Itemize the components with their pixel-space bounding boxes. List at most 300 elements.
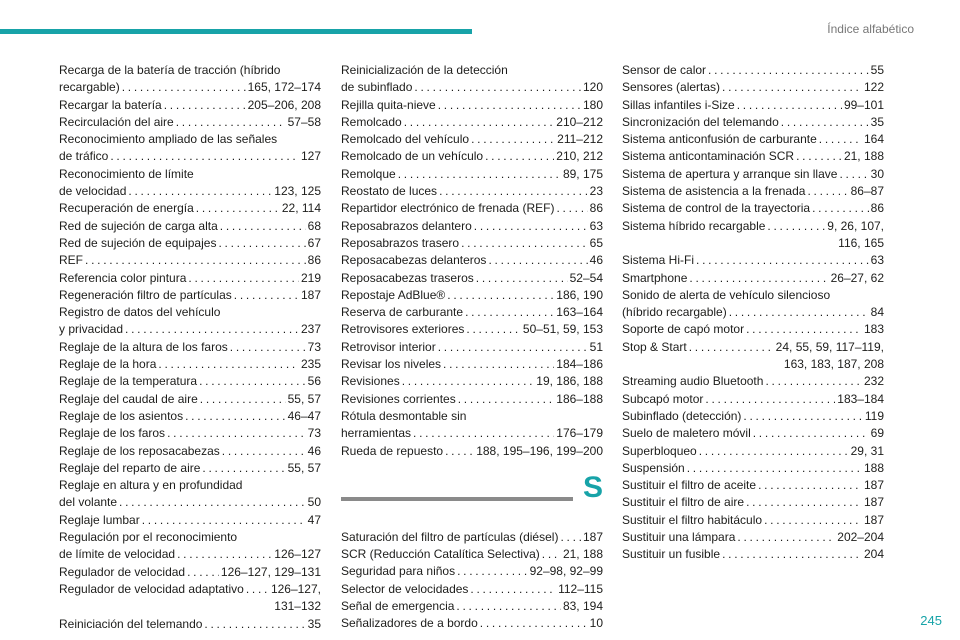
index-entry-line <box>622 546 884 563</box>
index-entry-term: REF <box>59 253 83 268</box>
index-entry-term-line: Reconocimiento de límite <box>59 166 194 181</box>
index-entry-pages: 46 <box>307 443 321 458</box>
index-entry-line <box>59 391 321 408</box>
index-entry <box>622 252 884 269</box>
index-entry-line <box>622 79 884 96</box>
dot-leader <box>402 373 535 390</box>
dot-leader <box>737 529 835 546</box>
index-entry-pages: 235 <box>300 357 321 372</box>
index-column-2 <box>341 62 603 633</box>
dot-leader <box>737 97 842 114</box>
dot-leader <box>196 200 280 217</box>
index-entry-line <box>622 252 884 269</box>
index-entry-term: Reostato de luces <box>341 184 438 199</box>
index-entry-term: Superbloqueo <box>622 443 697 458</box>
index-entry-term: Retrovisor interior <box>341 339 436 354</box>
index-entry-line <box>59 616 321 633</box>
index-entry-term: Stop & Start <box>622 339 687 354</box>
index-entry <box>341 529 603 546</box>
index-entry-line <box>622 391 884 408</box>
index-entry-term: Reglaje de los reposacabezas <box>59 443 220 458</box>
index-entry-pages: 52–54 <box>569 270 603 285</box>
index-entry-pages: 55, 57 <box>287 460 321 475</box>
index-entry <box>59 287 321 304</box>
dot-leader <box>765 373 862 390</box>
dot-leader <box>200 391 286 408</box>
index-entry-term: Soporte de capó motor <box>622 322 745 337</box>
index-entry <box>59 252 321 269</box>
index-entry-line <box>622 529 884 546</box>
index-entry-term: Suspensión <box>622 460 685 475</box>
index-entry-pages: 55, 57 <box>287 391 321 406</box>
index-entry-pages: 24, 55, 59, 117–119, <box>775 339 884 354</box>
index-entry-pages: 99–101 <box>843 97 884 112</box>
index-entry-pages: 86–87 <box>850 184 884 199</box>
index-entry <box>341 183 603 200</box>
index-entry-line <box>59 512 321 529</box>
index-entry-term: Subcapó motor <box>622 391 704 406</box>
index-entry-pages: 92–98, 92–99 <box>529 564 603 579</box>
dot-leader <box>438 97 581 114</box>
index-entry-term-line: Reconocimiento ampliado de las señales <box>59 132 278 147</box>
index-entry-pages: 47 <box>307 512 321 527</box>
index-entry-line <box>59 373 321 390</box>
index-column-1 <box>59 62 321 633</box>
index-entry-term: Selector de velocidades <box>341 581 469 596</box>
index-entry-line <box>59 581 321 598</box>
dot-leader <box>488 252 587 269</box>
index-entry <box>341 287 603 304</box>
dot-leader <box>142 512 306 529</box>
index-entry-line <box>622 494 884 511</box>
index-entry-pages: 219 <box>300 270 321 285</box>
index-column-2-r-entries <box>341 62 603 460</box>
index-entry-term: Remolcado del vehículo <box>341 132 470 147</box>
index-entry <box>59 62 321 97</box>
index-entry-pages: 56 <box>307 374 321 389</box>
index-entry <box>341 62 603 97</box>
dot-leader <box>466 321 521 338</box>
index-entry-line <box>341 373 603 390</box>
page-number: 245 <box>920 613 942 628</box>
index-entry-line <box>622 148 884 165</box>
index-entry-pages: 237 <box>300 322 321 337</box>
index-entry-pages: 50 <box>307 495 321 510</box>
index-entry-pages: 63 <box>870 253 884 268</box>
index-entry <box>622 97 884 114</box>
index-entry-term: Revisiones <box>341 374 400 389</box>
index-entry-term: Rueda de repuesto <box>341 443 444 458</box>
index-entry-term: Regeneración filtro de partículas <box>59 287 232 302</box>
index-entry-line <box>341 356 603 373</box>
index-entry-line <box>59 235 321 252</box>
index-entry-line <box>59 443 321 460</box>
index-entry <box>59 425 321 442</box>
dot-leader <box>413 425 554 442</box>
index-entry-pages: 86 <box>589 201 603 216</box>
index-entry-term: del volante <box>59 495 118 510</box>
index-entry-term: Red de sujeción de equipajes <box>59 235 217 250</box>
index-entry-line <box>59 218 321 235</box>
index-entry-line <box>341 148 603 165</box>
index-entry-pages: 183–184 <box>837 391 884 406</box>
index-entry <box>622 408 884 425</box>
dot-leader <box>696 252 869 269</box>
index-entry-term: Streaming audio Bluetooth <box>622 374 764 389</box>
dot-leader <box>812 200 869 217</box>
index-entry <box>622 218 884 253</box>
index-entry-pages: 188, 195–196, 199–200 <box>476 443 603 458</box>
index-entry-line <box>622 512 884 529</box>
index-entry-term: Sistema híbrido recargable <box>622 218 766 233</box>
index-entry <box>341 356 603 373</box>
index-entry-term: Recuperación de energía <box>59 201 194 216</box>
index-entry-term: Sistema anticontaminación SCR <box>622 149 795 164</box>
index-entry <box>341 373 603 390</box>
dot-leader <box>220 218 306 235</box>
index-entry <box>59 443 321 460</box>
index-entry <box>59 408 321 425</box>
dot-leader <box>758 477 862 494</box>
index-entry-term: Señalizadores de a bordo <box>341 616 478 631</box>
index-entry-line <box>59 408 321 425</box>
index-entry-term: Reposacabezas delanteros <box>341 253 487 268</box>
dot-leader <box>699 443 849 460</box>
index-entry-term: Seguridad para niños <box>341 564 456 579</box>
index-entry-line <box>622 460 884 477</box>
index-entry-term: Saturación del filtro de partículas (diésel) <box>341 529 559 544</box>
dot-leader <box>199 373 306 390</box>
index-entry <box>622 425 884 442</box>
index-entry-pages: 180 <box>582 97 603 112</box>
index-entry-line <box>59 287 321 304</box>
index-entry <box>622 131 884 148</box>
index-entry-pages: 187 <box>863 478 884 493</box>
index-entry-term: Sensores (alertas) <box>622 80 721 95</box>
index-entry-term: Reposacabezas traseros <box>341 270 474 285</box>
index-entry <box>59 218 321 235</box>
index-entry-pages: 55 <box>870 63 884 77</box>
index-entry-line <box>622 200 884 217</box>
index-entry-pages: 165, 172–174 <box>247 80 321 95</box>
dot-leader <box>689 270 828 287</box>
index-entry-line <box>59 564 321 581</box>
index-entry-pages: 86 <box>307 253 321 268</box>
dot-leader <box>456 598 561 615</box>
dot-leader <box>542 546 561 563</box>
index-entry-pages: 187 <box>300 287 321 302</box>
index-entry-term: Revisar los niveles <box>341 357 442 372</box>
index-entry-line <box>341 218 603 235</box>
index-entry-pages: 127 <box>300 149 321 164</box>
index-entry-pages: 23 <box>589 184 603 199</box>
dot-leader <box>398 166 561 183</box>
index-entry <box>622 339 884 374</box>
index-entry-pages: 202–204 <box>837 530 884 545</box>
index-entry-pages: 21, 188 <box>562 547 603 562</box>
index-entry-pages: 22, 114 <box>281 201 321 216</box>
index-entry-pages: 164 <box>863 132 884 147</box>
index-entry-pages: 210–212 <box>556 114 603 129</box>
index-entry <box>59 356 321 373</box>
index-entry-line <box>59 356 321 373</box>
index-entry-pages: 19, 186, 188 <box>536 374 603 389</box>
index-entry-term: (híbrido recargable) <box>622 305 727 320</box>
index-entry <box>59 529 321 564</box>
index-entry-pages: 50–51, 59, 153 <box>522 322 603 337</box>
index-entry <box>622 477 884 494</box>
index-entry <box>622 321 884 338</box>
index-entry-pages: 163–164 <box>556 305 603 320</box>
index-entry-pages: 46 <box>589 253 603 268</box>
index-entry <box>341 200 603 217</box>
dot-leader <box>743 408 862 425</box>
index-entry-line <box>341 183 603 200</box>
index-entry-pages: 126–127, 129–131 <box>220 564 321 579</box>
index-entry-term: Sistema Hi-Fi <box>622 253 695 268</box>
index-entry-term-line: Recarga de la batería de tracción (híbrido <box>59 63 281 77</box>
index-entry-pages: 176–179 <box>556 426 603 441</box>
index-entry-pages: 30 <box>870 166 884 181</box>
index-entry-pages: 126–127 <box>274 547 321 562</box>
index-entry-line <box>341 339 603 356</box>
dot-leader <box>185 408 286 425</box>
dot-leader <box>480 615 588 632</box>
index-entry-line <box>59 252 321 269</box>
index-entry-line <box>59 270 321 287</box>
index-entry-line <box>341 304 603 321</box>
index-entry <box>341 304 603 321</box>
index-entry <box>622 287 884 322</box>
index-entry <box>59 270 321 287</box>
index-entry <box>341 339 603 356</box>
index-entry-term: Sustituir el filtro de aire <box>622 495 745 510</box>
index-entry-pages-continued: 116, 165 <box>838 235 884 250</box>
index-entry <box>59 97 321 114</box>
index-entry-line <box>59 460 321 477</box>
index-entry-pages: 126–127, <box>270 581 321 596</box>
index-entry <box>622 166 884 183</box>
index-entry-line <box>59 546 321 563</box>
index-entry-pages: 83, 194 <box>562 599 603 614</box>
index-entry <box>341 408 603 443</box>
dot-leader <box>128 183 272 200</box>
index-entry-pages: 232 <box>863 374 884 389</box>
dot-leader <box>204 616 305 633</box>
index-entry-term: Retrovisores exteriores <box>341 322 465 337</box>
index-entry-line <box>341 270 603 287</box>
dot-leader <box>474 218 588 235</box>
index-entry-term: Sistema anticonfusión de carburante <box>622 132 817 147</box>
index-entry <box>622 200 884 217</box>
dot-leader <box>218 235 305 252</box>
index-entry <box>59 114 321 131</box>
index-entry-line <box>622 408 884 425</box>
index-entry-pages: 51 <box>589 339 603 354</box>
index-entry-line <box>341 287 603 304</box>
dot-leader <box>110 148 299 165</box>
index-entry-term: Repostaje AdBlue® <box>341 287 446 302</box>
dot-leader <box>485 148 554 165</box>
dot-leader <box>722 546 862 563</box>
index-entry-pages: 73 <box>307 339 321 354</box>
index-entry-term: Repartidor electrónico de frenada (REF) <box>341 201 555 216</box>
index-entry-line <box>622 166 884 183</box>
index-entry-term: Sustituir una lámpara <box>622 530 736 545</box>
index-entry-pages: 29, 31 <box>850 443 884 458</box>
index-entry-term: Reiniciación del telemando <box>59 616 203 631</box>
dot-leader <box>705 391 835 408</box>
index-entry-pages: 21, 188 <box>843 149 884 164</box>
index-entry-pages: 204 <box>863 547 884 562</box>
index-entry-pages: 122 <box>863 80 884 95</box>
dot-leader <box>443 356 554 373</box>
index-entry-term: Referencia color pintura <box>59 270 187 285</box>
index-entry-line <box>622 425 884 442</box>
index-entry-line <box>59 97 321 114</box>
index-entry-term: Reglaje del caudal de aire <box>59 391 198 406</box>
running-title: Índice alfabético <box>827 22 914 36</box>
index-entry-line <box>622 218 884 235</box>
index-entry-term-line: Reglaje en altura y en profundidad <box>59 478 243 493</box>
index-entry-line <box>341 131 603 148</box>
index-entry-line <box>59 339 321 356</box>
index-entry-pages: 205–206, 208 <box>247 97 321 112</box>
index-entry-line <box>341 529 603 546</box>
index-entry <box>59 339 321 356</box>
index-entry-term: Reglaje del reparto de aire <box>59 460 201 475</box>
index-entry-term: Smartphone <box>622 270 688 285</box>
index-entry-line <box>341 97 603 114</box>
index-entry-line <box>622 321 884 338</box>
index-entry <box>341 391 603 408</box>
index-entry-term: Regulador de velocidad <box>59 564 186 579</box>
index-entry-term: Reposabrazos delantero <box>341 218 472 233</box>
index-entry <box>341 581 603 598</box>
index-entry-pages: 10 <box>589 616 603 631</box>
index-entry-term: herramientas <box>341 426 412 441</box>
index-entry-term: Sustituir un fusible <box>622 547 721 562</box>
index-entry-term: de subinflado <box>341 80 413 95</box>
index-entry <box>622 62 884 79</box>
index-entry-line <box>622 339 884 356</box>
dot-leader <box>722 79 862 96</box>
dot-leader <box>167 425 306 442</box>
header-accent-bar <box>0 29 472 34</box>
index-entry <box>341 131 603 148</box>
index-entry-line <box>622 443 884 460</box>
index-entry-term: Revisiones corrientes <box>341 391 456 406</box>
index-entry <box>59 512 321 529</box>
dot-leader <box>414 79 581 96</box>
dot-leader <box>438 339 588 356</box>
index-entry-line <box>59 200 321 217</box>
index-entry-line <box>341 581 603 598</box>
index-entry <box>341 235 603 252</box>
index-entry-pages: 69 <box>870 426 884 441</box>
index-entry-term: Sustituir el filtro habitáculo <box>622 512 763 527</box>
index-entry-term: Sistema de apertura y arranque sin llave <box>622 166 838 181</box>
index-entry-pages: 9, 26, 107, <box>827 218 884 233</box>
dot-leader <box>176 114 286 131</box>
dot-leader <box>234 287 299 304</box>
index-entry <box>622 443 884 460</box>
index-entry-term: Reglaje de la altura de los faros <box>59 339 228 354</box>
index-entry <box>622 114 884 131</box>
index-entry-term: Recargar la batería <box>59 97 162 112</box>
index-entry-term: Rejilla quita-nieve <box>341 97 436 112</box>
dot-leader <box>439 183 588 200</box>
index-entry-term: Subinflado (detección) <box>622 408 742 423</box>
index-entry-term: Remolcado de un vehículo <box>341 149 484 164</box>
index-entry <box>341 97 603 114</box>
dot-leader <box>689 339 774 356</box>
index-entry-term: Reglaje de la hora <box>59 357 157 372</box>
index-entry-pages: 26–27, 62 <box>830 270 884 285</box>
index-entry-term: Sillas infantiles i-Size <box>622 97 735 112</box>
index-entry <box>341 321 603 338</box>
index-entry-term-line: Rótula desmontable sin <box>341 408 467 423</box>
dot-leader <box>202 460 285 477</box>
dot-leader <box>164 97 246 114</box>
index-entry-term: Sistema de control de la trayectoria <box>622 201 811 216</box>
dot-leader <box>445 443 474 460</box>
index-entry-term: Reserva de carburante <box>341 305 464 320</box>
index-entry <box>341 218 603 235</box>
index-entry <box>341 443 603 460</box>
index-entry-term: Reglaje lumbar <box>59 512 140 527</box>
index-entry <box>341 270 603 287</box>
index-entry-pages: 35 <box>307 616 321 631</box>
index-entry-pages: 183 <box>863 322 884 337</box>
index-entry-term: Reglaje de la temperatura <box>59 374 198 389</box>
index-entry-line <box>622 97 884 114</box>
dot-leader <box>807 183 848 200</box>
index-entry-term: Remolque <box>341 166 396 181</box>
index-entry-pages: 186–188 <box>556 391 603 406</box>
dot-leader <box>764 512 862 529</box>
index-entry-term: Red de sujeción de carga alta <box>59 218 218 233</box>
index-entry-term: Remolcado <box>341 114 402 129</box>
index-entry-term: de tráfico <box>59 149 109 164</box>
index-entry-line <box>341 546 603 563</box>
index-entry-line <box>59 79 321 96</box>
index-entry-term: Reposabrazos trasero <box>341 235 460 250</box>
index-entry-term-line: Reinicialización de la detección <box>341 63 508 77</box>
index-entry-term: recargable) <box>59 80 120 95</box>
index-entry-pages: 187 <box>863 495 884 510</box>
index-entry-term-line: Regulación por el reconocimiento <box>59 530 238 545</box>
dot-leader <box>122 79 246 96</box>
index-entry <box>341 148 603 165</box>
section-divider <box>341 497 573 501</box>
dot-leader <box>447 287 554 304</box>
index-entry-line <box>59 425 321 442</box>
index-entry-line <box>59 148 321 165</box>
dot-leader <box>404 114 555 131</box>
dot-leader <box>230 339 306 356</box>
index-entry-term: Recirculación del aire <box>59 114 174 129</box>
index-entry-line <box>341 321 603 338</box>
index-entry-line <box>341 391 603 408</box>
dot-leader <box>85 252 306 269</box>
dot-leader <box>476 270 568 287</box>
dot-leader <box>187 564 219 581</box>
index-entry <box>341 546 603 563</box>
dot-leader <box>471 131 555 148</box>
index-entry <box>341 563 603 580</box>
index-entry-term: Reglaje de los asientos <box>59 408 184 423</box>
